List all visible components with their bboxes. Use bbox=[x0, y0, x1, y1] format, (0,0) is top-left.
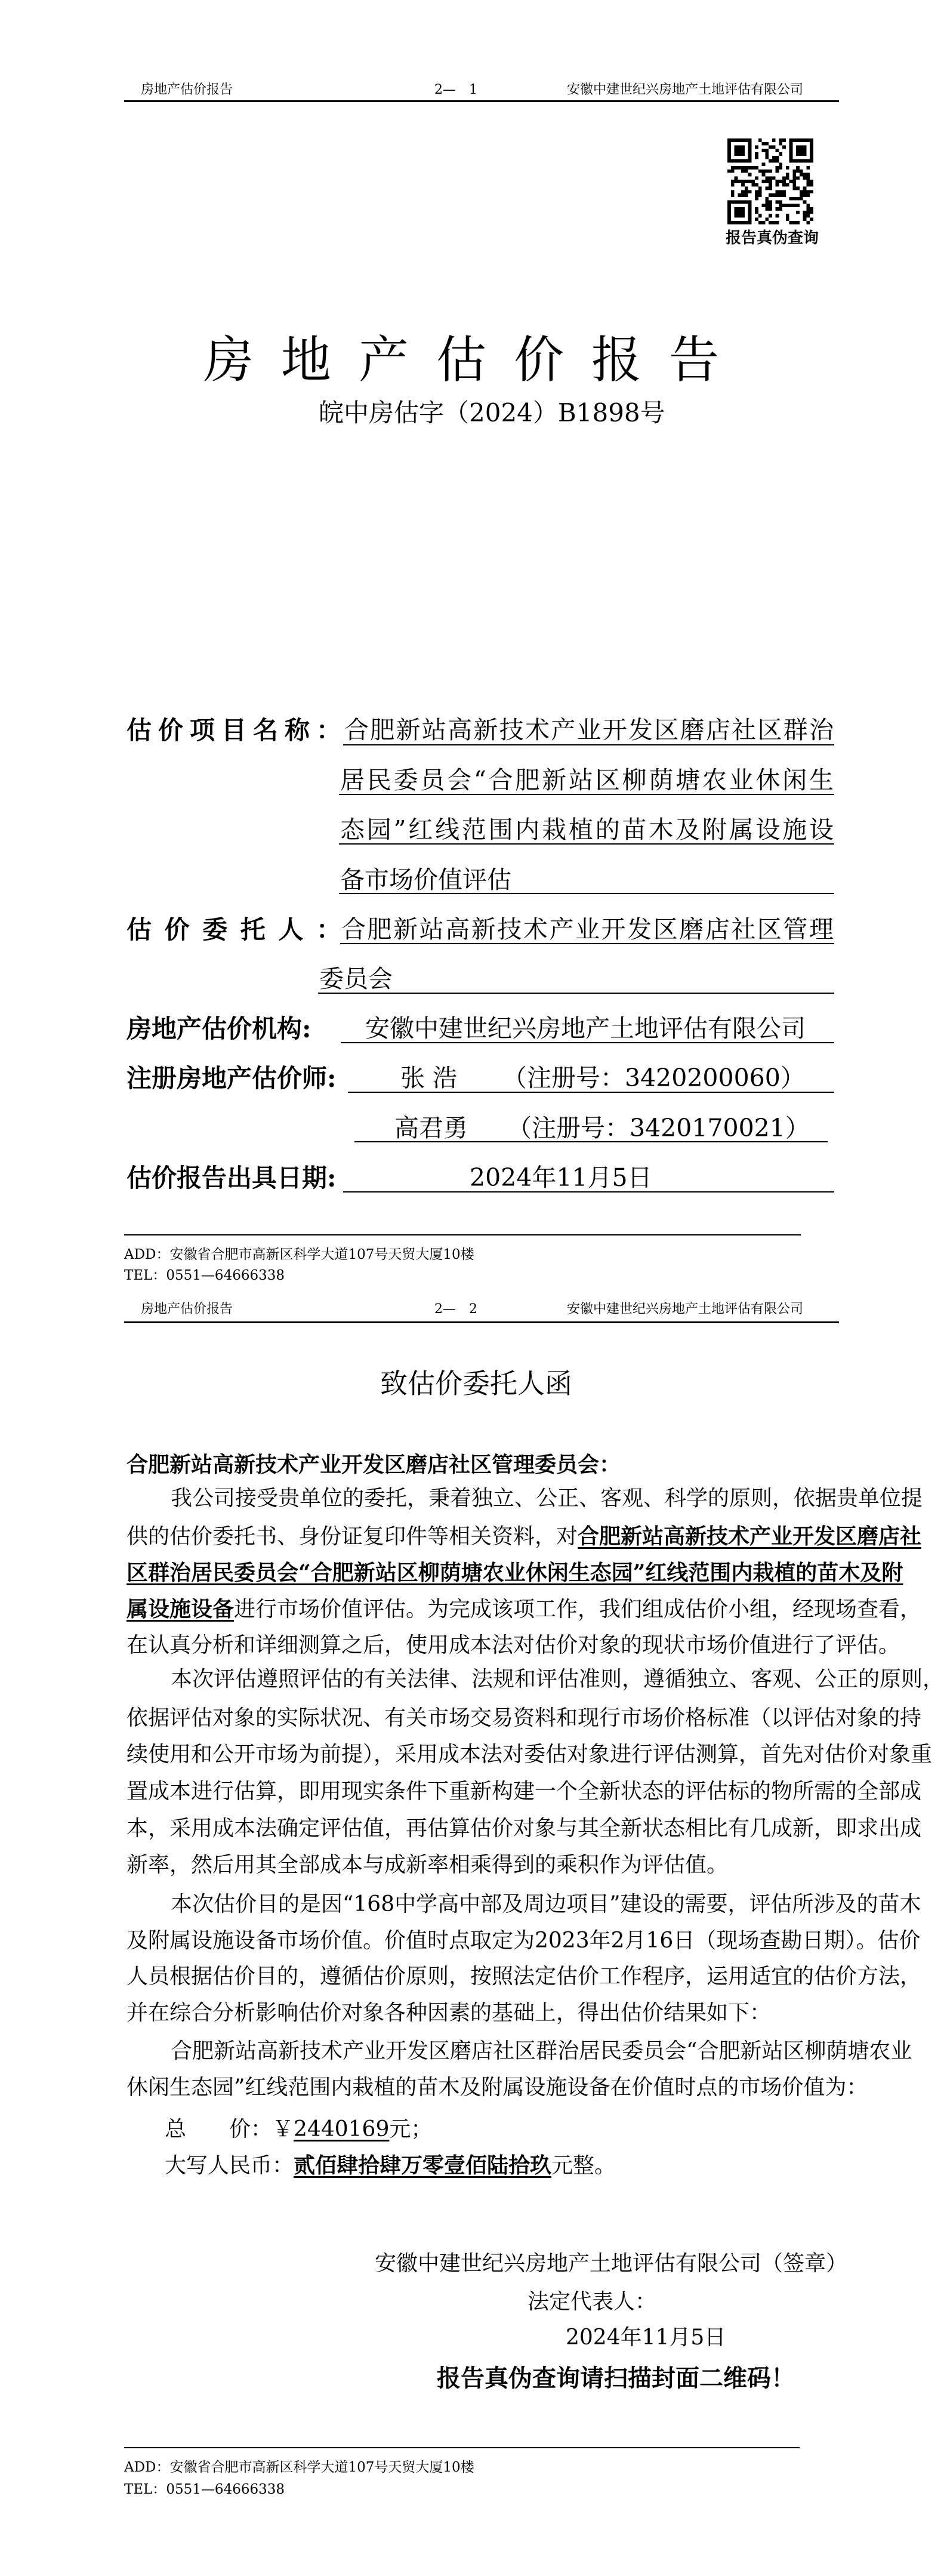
capital-label: 大写人民币： bbox=[165, 2153, 294, 2178]
capital-suffix: 元整。 bbox=[551, 2153, 616, 2178]
text-segment: 合肥新站高新技术产业开发区磨店社区群治居民委员会“合肥新站区柳荫塘农业 bbox=[171, 2039, 912, 2063]
underline bbox=[341, 1042, 834, 1043]
project-name-label-text: 估价项目名称： bbox=[127, 716, 341, 745]
paragraph-line bbox=[127, 1928, 921, 1953]
paragraph-line bbox=[127, 1560, 903, 1585]
text-segment: 我公司接受贵单位的委托，秉着独立、公正、客观、科学的原则，依据贵单位提 bbox=[171, 1486, 923, 1511]
underline bbox=[340, 943, 834, 944]
underline bbox=[348, 1092, 834, 1093]
footer-address: ADD：安徽省合肥市高新区科学大道107号天贸大厦10楼 bbox=[124, 2460, 474, 2475]
client-line-2: 委员会 bbox=[319, 965, 393, 993]
project-name-line-4: 备市场价值评估 bbox=[340, 865, 511, 894]
issue-date: 2024年11月5日 bbox=[470, 1163, 652, 1192]
header-right: 安徽中建世纪兴房地产土地评估有限公司 bbox=[567, 1302, 804, 1317]
signature-company: 安徽中建世纪兴房地产土地评估有限公司（签章） bbox=[375, 2251, 848, 2276]
underline bbox=[318, 993, 834, 994]
text-segment: 新率，然后用其全部成本与成新率相乘得到的乘积作为评估值。 bbox=[127, 1853, 729, 1877]
emphasized-text: 属设施设备 bbox=[127, 1597, 235, 1622]
header-right: 安徽中建世纪兴房地产土地评估有限公司 bbox=[567, 82, 804, 97]
paragraph-line bbox=[127, 1706, 922, 1730]
header-rule bbox=[124, 1321, 839, 1323]
appraiser-1-name: 张 浩 bbox=[400, 1064, 458, 1092]
underline bbox=[339, 843, 834, 845]
paragraph-line bbox=[171, 1667, 945, 1691]
project-name-line-2: 居民委员会“合肥新站区柳荫塘农业休闲生 bbox=[340, 766, 834, 794]
paragraph-line bbox=[171, 2039, 912, 2063]
agency-label: 房地产估价机构: bbox=[127, 1014, 311, 1043]
paragraph-line bbox=[127, 1597, 922, 1622]
footer-rule bbox=[124, 2447, 800, 2448]
appraiser-2-name: 高君勇 bbox=[394, 1114, 468, 1142]
client-label-text: 估 价 委 托 人 ： bbox=[127, 915, 341, 944]
paragraph-line bbox=[127, 1964, 922, 1989]
salutation: 合肥新站高新技术产业开发区磨店社区管理委员会： bbox=[127, 1452, 621, 1477]
underline bbox=[343, 744, 834, 745]
paragraph-line bbox=[171, 1892, 921, 1916]
total-label-b: 价： bbox=[229, 2117, 273, 2141]
paragraph-line bbox=[127, 1779, 922, 1804]
paragraph-line bbox=[127, 1742, 933, 1767]
appraiser-2-reg: （注册号：3420170021） bbox=[507, 1114, 810, 1142]
appraiser-label: 注册房地产估价师: bbox=[127, 1064, 337, 1093]
client-line-1: 合肥新站高新技术产业开发区磨店社区管理 bbox=[341, 915, 834, 944]
text-segment: 续使用和公开市场为前提），采用成本法对委估对象进行评估测算，首先对估价对象重 bbox=[127, 1742, 933, 1767]
report-title: 房地产估价报告 bbox=[203, 331, 747, 389]
text-segment: 本，采用成本法确定评估值，再估算估价对象与其全新状态相比有几成新，即求出成 bbox=[127, 1816, 922, 1841]
underline bbox=[339, 794, 834, 795]
paragraph-line bbox=[127, 1854, 728, 1876]
header-page-number: 2— 1 bbox=[434, 82, 477, 97]
footer-address: ADD：安徽省合肥市高新区科学大道107号天贸大厦10楼 bbox=[124, 1247, 474, 1262]
project-name-label bbox=[127, 718, 341, 743]
appraiser-1-reg: （注册号：3420200060） bbox=[502, 1064, 805, 1092]
total-price-row bbox=[229, 2119, 432, 2140]
currency-symbol: ￥ bbox=[272, 2117, 294, 2141]
footer-phone: TEL：0551—64666338 bbox=[124, 2482, 285, 2497]
qr-code-icon[interactable] bbox=[727, 138, 813, 224]
paragraph-line bbox=[127, 1816, 922, 1841]
header-rule bbox=[124, 100, 839, 102]
text-segment: 进行市场价值评估。为完成该项工作，我们组成估价小组，经现场查看， bbox=[234, 1597, 922, 1622]
text-segment: 本次评估遵照评估的有关法律、法规和评估准则，遵循独立、客观、公正的原则， bbox=[171, 1667, 945, 1691]
text-segment: 在认真分析和详细测算之后，使用成本法对估价对象的现状市场价值进行了评估。 bbox=[127, 1633, 900, 1657]
text-segment: 人员根据估价目的，遵循估价原则，按照法定估价工作程序，运用适宜的估价方法， bbox=[127, 1964, 922, 1989]
header-page-number: 2— 2 bbox=[434, 1302, 477, 1317]
capital-amount: 贰佰肆拾肆万零壹佰陆拾玖 bbox=[294, 2153, 552, 2178]
text-segment: 及附属设施设备市场价值。价值时点取定为2023年2月16日（现场查勘日期）。估价 bbox=[127, 1928, 921, 1953]
underline bbox=[354, 1141, 828, 1142]
header-left: 房地产估价报告 bbox=[141, 1302, 233, 1317]
legal-representative: 法定代表人： bbox=[528, 2290, 657, 2314]
paragraph-line bbox=[127, 1524, 922, 1549]
header-left: 房地产估价报告 bbox=[141, 82, 233, 97]
text-segment: 休闲生态园”红线范围内栽植的苗木及附属设施设备在价值时点的市场价值为： bbox=[127, 2075, 868, 2100]
text-segment: 并在综合分析影响估价对象各种因素的基础上，得出估价结果如下： bbox=[127, 2001, 772, 2025]
paragraph-line bbox=[127, 1635, 900, 1656]
authenticity-notice: 报告真伪查询请扫描封面二维码！ bbox=[437, 2364, 795, 2392]
total-unit: 元； bbox=[389, 2117, 433, 2141]
total-amount: 2440169 bbox=[294, 2117, 390, 2141]
issue-date-label: 估价报告出具日期: bbox=[127, 1163, 337, 1193]
footer-phone: TEL：0551—64666338 bbox=[124, 1268, 285, 1283]
paragraph-line bbox=[127, 2077, 868, 2099]
letter-title: 致估价委托人函 bbox=[380, 1367, 572, 1400]
text-segment: 供的估价委托书、身份证复印件等相关资料，对 bbox=[127, 1524, 578, 1549]
footer-rule bbox=[124, 1234, 801, 1235]
report-number: 皖中房估字（2024）B1898号 bbox=[319, 398, 665, 427]
capital-amount-row bbox=[165, 2155, 616, 2177]
text-segment: 置成本进行估算，即用现实条件下重新构建一个全新状态的评估标的物所需的全部成 bbox=[127, 1779, 922, 1804]
client-label bbox=[127, 917, 341, 942]
underline bbox=[343, 1191, 834, 1193]
project-name-line-3: 态园”红线范围内栽植的苗木及附属设施设 bbox=[340, 815, 834, 844]
text-segment: 本次估价目的是因“168中学高中部及周边项目”建设的需要，评估所涉及的苗木 bbox=[171, 1892, 921, 1916]
paragraph-line bbox=[127, 2002, 771, 2024]
text-segment: 依据评估对象的实际状况、有关市场交易资料和现行市场价格标准（以评估对象的持 bbox=[127, 1706, 922, 1730]
total-label-a: 总 bbox=[165, 2117, 187, 2141]
agency-name: 安徽中建世纪兴房地产土地评估有限公司 bbox=[365, 1014, 806, 1043]
emphasized-text: 合肥新站高新技术产业开发区磨店社 bbox=[578, 1524, 922, 1549]
signature-date: 2024年11月5日 bbox=[566, 2325, 726, 2350]
paragraph-line bbox=[171, 1486, 923, 1511]
qr-caption: 报告真伪查询 bbox=[726, 229, 819, 247]
emphasized-text: 区群治居民委员会“合肥新站区柳荫塘农业休闲生态园”红线范围内栽植的苗木及附 bbox=[127, 1560, 903, 1585]
project-name-line-1: 合肥新站高新技术产业开发区磨店社区群治 bbox=[344, 716, 834, 744]
underline bbox=[339, 893, 834, 894]
